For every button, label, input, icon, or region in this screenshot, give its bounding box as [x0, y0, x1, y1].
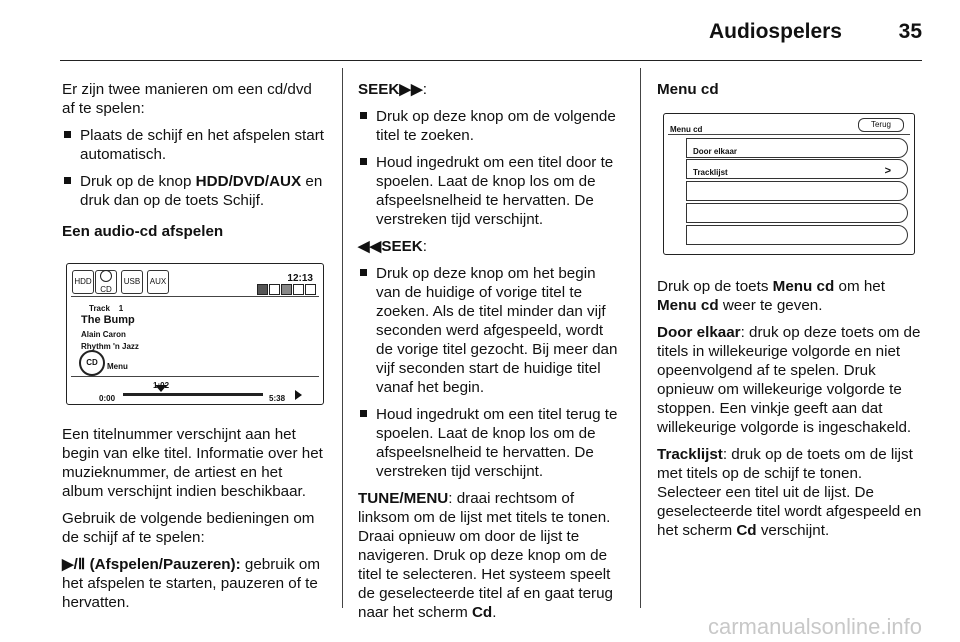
- paragraph: Een titelnummer verschijnt aan het begin van elke titel. Informatie over het muzieknummer, de artiest en het album verschijnt indien beschikbaar.: [62, 426, 323, 500]
- menu-row: [686, 203, 908, 223]
- paragraph: TUNE/MENU: draai rechtsom of linksom om de lijst met titels te tonen. Draai opnieuw om door de lijst te navigeren. Druk op deze knop om de titel te selecteren. Het systeem speelt de geselecteerde titel af en gaat terug naar het scherm Cd.: [358, 490, 613, 621]
- start-time: 0:00: [99, 394, 116, 403]
- menu-row: [686, 225, 908, 245]
- bullet-item: Druk op deze knop om het begin van de huidige of vorige titel te zoeken. Als de titel minder dan vijf seconden werd afgespeeld, wordt de vorige titel gezocht. Bij meer dan vijf seconden start de huidige titel vanaf het begin.: [358, 264, 622, 397]
- audio-cd-screen-illustration: [66, 263, 324, 405]
- menu-label: Menu: [107, 362, 128, 371]
- key-label: Tracklijst: [657, 446, 723, 463]
- bullet-item: Houd ingedrukt om een titel door te spoelen. Laat de knop los om de afspeelsnelheid te hervatten. De verstreken tijd verschijnt.: [358, 153, 622, 229]
- divider: [71, 376, 319, 377]
- menu-cd-screen-illustration: [663, 113, 915, 255]
- bullet-item: Houd ingedrukt om een titel terug te spoelen. Laat de knop los om de afspeelsnelheid te hervatten. De verstreken tijd verschijnt.: [358, 405, 622, 481]
- paragraph: ▶/Ⅱ (Afspelen/Pauzeren): gebruik om het afspelen te starten, pauzeren of te hervatten.: [62, 556, 321, 611]
- track-label: Track 1: [89, 304, 124, 313]
- end-time: 5:38: [269, 394, 286, 403]
- column-1: [62, 80, 326, 620]
- section-heading: Een audio-cd afspelen: [62, 223, 224, 240]
- bullet-item: Plaats de schijf en het afspelen start automatisch.: [62, 126, 326, 164]
- disc-icon: [100, 270, 112, 282]
- status-icon: [281, 284, 292, 295]
- artist: Alain Caron: [81, 330, 126, 339]
- column-3: [657, 80, 923, 548]
- cd-round-button: CD: [79, 350, 105, 376]
- paragraph: Druk op de toets Menu cd om het Menu cd weer te geven.: [657, 278, 885, 314]
- section-heading: Menu cd: [657, 81, 719, 98]
- seek-back-heading: ◀◀SEEK:: [358, 238, 427, 255]
- column-divider: [342, 68, 343, 608]
- column-2: [358, 80, 622, 630]
- header-rule: [60, 60, 922, 61]
- status-icon: [257, 284, 268, 295]
- page-number: 35: [898, 20, 922, 43]
- key-label: TUNE/MENU: [358, 490, 449, 507]
- column-divider: [640, 68, 641, 608]
- status-icons: [257, 284, 315, 294]
- album: Rhythm 'n Jazz: [81, 342, 139, 351]
- play-pause-symbol: ▶/Ⅱ: [62, 556, 86, 573]
- bullet-item: Druk op de knop HDD/DVD/AUX en druk dan op de toets Schijf.: [62, 172, 326, 210]
- song-title: The Bump: [81, 314, 135, 326]
- page-header: [0, 0, 960, 62]
- seek-forward-heading: SEEK▶▶:: [358, 81, 427, 98]
- intro-text: Er zijn twee manieren om een cd/dvd af te spelen:: [62, 81, 312, 117]
- play-icon: [295, 390, 302, 400]
- cd-source-button: CD: [95, 270, 117, 294]
- screen-title: Menu cd: [670, 125, 703, 134]
- chevron-right-icon: >: [884, 165, 891, 177]
- position-marker-icon: [155, 385, 167, 392]
- key-label: Door elkaar: [657, 324, 741, 341]
- menu-row: Door elkaar: [686, 138, 908, 158]
- paragraph: Gebruik de volgende bedieningen om de schijf af te spelen:: [62, 510, 315, 546]
- progress-bar: [123, 393, 263, 396]
- aux-button: AUX: [147, 270, 169, 294]
- elapsed-time: 1:02: [153, 381, 170, 390]
- watermark: carmanualsonline.info: [707, 614, 922, 639]
- page-title: Audiospelers: [708, 20, 842, 43]
- key-label: HDD/DVD/AUX: [195, 173, 302, 190]
- paragraph: Tracklijst: druk op de toets om de lijst met titels op de schijf te tonen. Selecteer een titel uit de lijst. De geselecteerde titel wordt afgespeeld en het scherm Cd verschijnt.: [657, 446, 922, 539]
- divider: [668, 134, 910, 135]
- menu-row: Tracklijst >: [686, 159, 908, 179]
- back-button: Terug: [858, 118, 904, 132]
- menu-row: [686, 181, 908, 201]
- paragraph: Door elkaar: druk op deze toets om de titels in willekeurige volgorde en niet opeenvolgend af te spelen. Druk opnieuw om willekeurige volgorde te stoppen. Een vinkje geeft aan dat willekeurige volgorde is ingeschakeld.: [657, 324, 921, 436]
- status-icon: [305, 284, 316, 295]
- status-icon: [269, 284, 280, 295]
- key-label: (Afspelen/Pauzeren):: [89, 556, 241, 573]
- bullet-item: Druk op deze knop om de volgende titel te zoeken.: [358, 107, 622, 145]
- clock: 12:13: [287, 273, 313, 284]
- hdd-button: HDD: [72, 270, 94, 294]
- usb-button: USB: [121, 270, 143, 294]
- status-icon: [293, 284, 304, 295]
- divider: [71, 296, 319, 297]
